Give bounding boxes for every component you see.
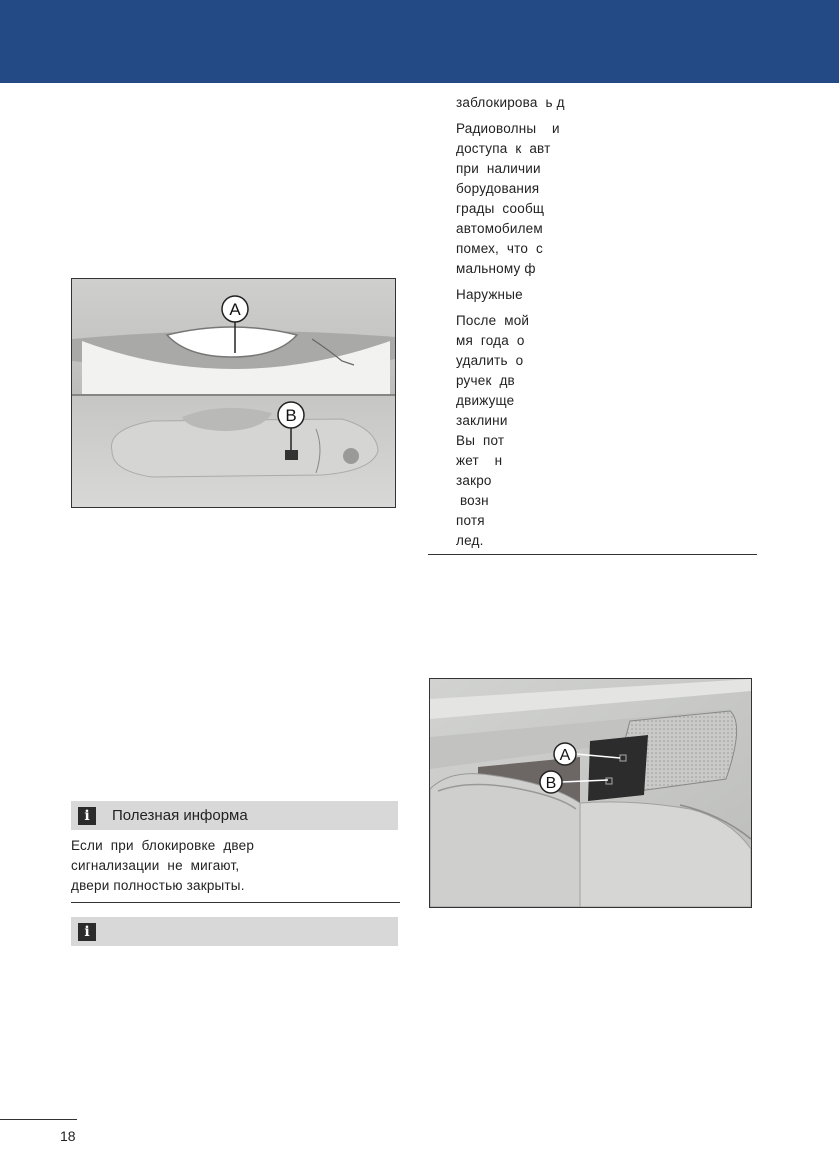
info-icon: i bbox=[78, 807, 96, 825]
text-line: доступа к авт bbox=[456, 141, 551, 156]
paragraph-exterior bbox=[456, 285, 756, 305]
text-line: движуще bbox=[456, 393, 515, 408]
callout-a: A bbox=[229, 300, 241, 319]
text-line: заклини bbox=[456, 413, 508, 428]
text-line: лед. bbox=[456, 533, 484, 548]
callout-b: B bbox=[545, 775, 557, 792]
text-line: Если при блокировке двер bbox=[71, 838, 255, 853]
info-box-title: Полезная информа bbox=[112, 807, 248, 824]
text-line: жет н bbox=[456, 453, 503, 468]
header-band bbox=[0, 0, 839, 83]
door-switch-illustration bbox=[430, 679, 751, 907]
text-line: помех, что с bbox=[456, 241, 543, 256]
section-divider-left bbox=[71, 902, 400, 903]
footer-rule bbox=[0, 1119, 77, 1120]
text-line: ручек дв bbox=[456, 373, 515, 388]
paragraph-radio bbox=[456, 119, 756, 279]
text-line: сигнализации не мигают, bbox=[71, 858, 240, 873]
text-line: заблокирова ь д bbox=[456, 95, 565, 110]
text-line: Наружные bbox=[456, 287, 523, 302]
text-line: После мой bbox=[456, 313, 530, 328]
callout-a: A bbox=[559, 747, 571, 764]
text-line: грады сообщ bbox=[456, 201, 545, 216]
page-number: 18 bbox=[60, 1128, 76, 1144]
door-handle-illustration bbox=[72, 279, 395, 507]
info-icon: i bbox=[78, 923, 96, 941]
text-line: мальному ф bbox=[456, 261, 536, 276]
info-box-header-2 bbox=[71, 917, 398, 946]
text-line: Радиоволны и bbox=[456, 121, 560, 136]
text-line: мя года о bbox=[456, 333, 525, 348]
info-box-body bbox=[71, 836, 398, 896]
paragraph-after-wash bbox=[456, 311, 756, 551]
info-box-header bbox=[71, 801, 398, 830]
door-handle-figure bbox=[71, 278, 396, 508]
text-line: потя bbox=[456, 513, 485, 528]
door-switch-figure bbox=[429, 678, 752, 908]
text-line: Вы пот bbox=[456, 433, 505, 448]
text-line: автомобилем bbox=[456, 221, 543, 236]
text-line: возн bbox=[456, 493, 489, 508]
text-line: двери полностью закрыты. bbox=[71, 878, 245, 893]
callout-b: B bbox=[285, 406, 297, 425]
paragraph-lock bbox=[456, 93, 756, 113]
text-line: закро bbox=[456, 473, 492, 488]
right-column-text bbox=[456, 93, 756, 557]
text-line: удалить о bbox=[456, 353, 524, 368]
text-line: при наличии bbox=[456, 161, 541, 176]
text-line: борудования bbox=[456, 181, 540, 196]
section-divider-right bbox=[428, 554, 757, 555]
